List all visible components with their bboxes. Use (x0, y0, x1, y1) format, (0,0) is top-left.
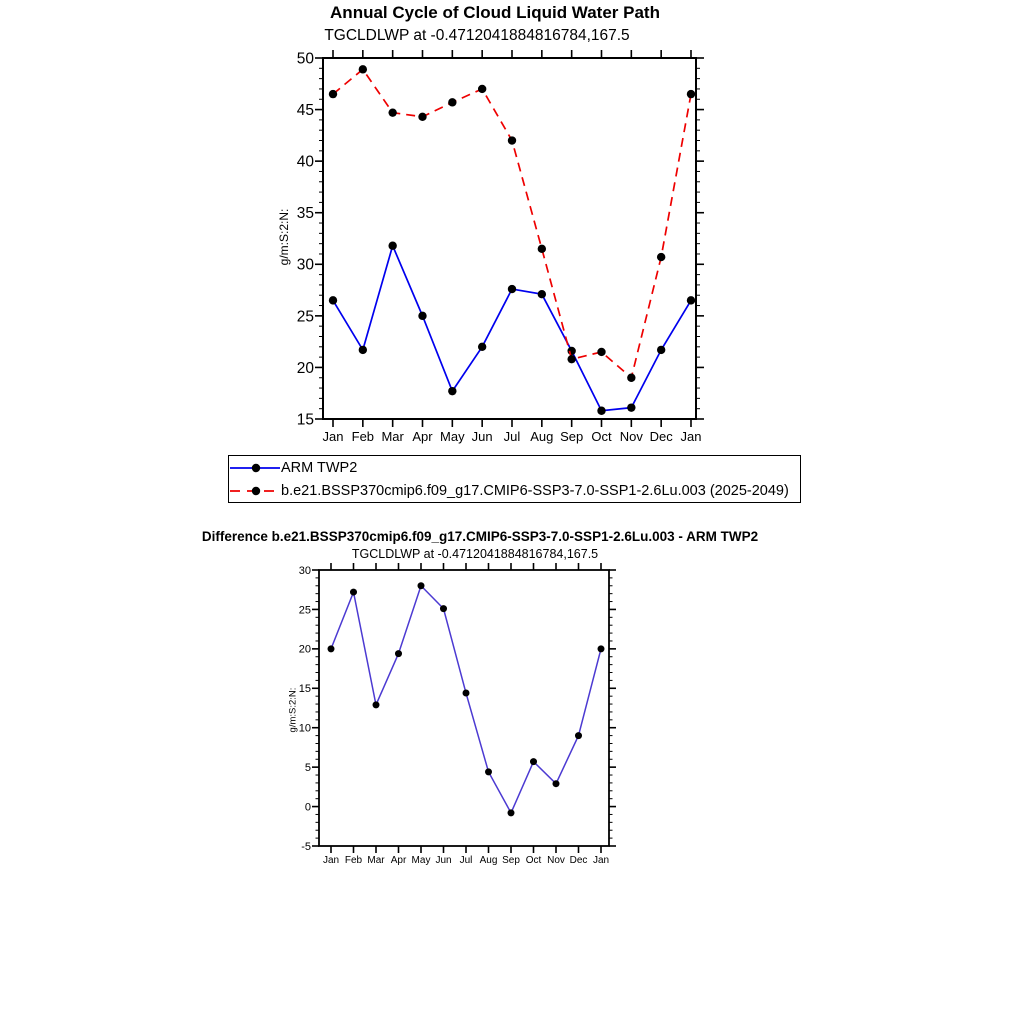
data-point-marker (598, 645, 605, 652)
data-point-marker (485, 768, 492, 775)
plot-frame (319, 570, 609, 846)
data-point-marker (627, 374, 635, 382)
data-point-marker (440, 605, 447, 612)
data-point-marker (359, 346, 367, 354)
x-tick-label: Oct (525, 855, 542, 866)
data-point-marker (657, 346, 665, 354)
y-tick-label: 0 (304, 801, 311, 814)
y-tick-label: 30 (298, 564, 311, 577)
x-tick-label: Dec (569, 855, 588, 866)
x-tick-label: Feb (351, 429, 375, 444)
data-point-marker (329, 90, 337, 98)
data-point-marker (567, 355, 575, 363)
chart1-y-axis-label: g/m:S:2:N: (277, 208, 291, 266)
y-tick-label: 25 (298, 604, 311, 617)
data-point-marker (388, 242, 396, 250)
data-point-marker (418, 582, 425, 589)
x-tick-label: Jan (322, 855, 340, 866)
data-point-marker (448, 387, 456, 395)
data-point-marker (448, 98, 456, 106)
plot-frame (323, 58, 696, 419)
data-point-marker (508, 809, 515, 816)
y-tick-label: 10 (298, 722, 311, 735)
x-tick-label: Sep (502, 855, 520, 866)
axis-ticks (315, 50, 704, 427)
x-tick-label: Aug (479, 855, 498, 866)
data-point-marker (388, 108, 396, 116)
x-tick-label: Sep (560, 429, 584, 444)
legend-line-sample-blue (230, 460, 280, 476)
legend-sample-marker (252, 486, 260, 494)
data-point-marker (478, 343, 486, 351)
legend-entry-label: b.e21.BSSP370cmip6.f09_g17.CMIP6-SSP3-7.0-SSP1-2.6Lu.003 (2025-2049) (281, 482, 789, 499)
data-point-marker (530, 758, 537, 765)
x-tick-label: Jul (503, 429, 521, 444)
data-point-marker (418, 312, 426, 320)
series-line-1 (333, 69, 691, 377)
x-tick-label: Oct (591, 429, 612, 444)
x-tick-label: Mar (367, 855, 385, 866)
chart2-plot-area (270, 562, 630, 872)
y-tick-label: 25 (296, 308, 314, 326)
y-tick-label: 5 (304, 761, 311, 774)
legend-sample-svg (230, 460, 280, 476)
chart1-plot-area (250, 48, 720, 448)
chart2-y-axis-label: g/m:S:2:N: (287, 687, 299, 733)
data-point-marker (597, 407, 605, 415)
series-line-0 (331, 586, 601, 813)
y-tick-label: 15 (296, 411, 314, 429)
data-point-marker (687, 90, 695, 98)
data-point-marker (567, 347, 575, 355)
chart1-legend (228, 455, 801, 503)
y-tick-label: 35 (296, 205, 314, 223)
chart2-title: Difference b.e21.BSSP370cmip6.f09_g17.CMIP6-SSP3-7.0-SSP1-2.6Lu.003 - ARM TWP2 (201, 529, 759, 544)
x-tick-label: Dec (649, 429, 673, 444)
data-point-marker (538, 245, 546, 253)
x-tick-label: Feb (344, 855, 363, 866)
legend-sample-svg (230, 483, 280, 499)
x-tick-label: Jan (322, 429, 344, 444)
data-point-marker (463, 690, 470, 697)
series-line-0 (333, 246, 691, 411)
legend-sample-marker (252, 463, 260, 471)
data-point-marker (553, 780, 560, 787)
x-tick-label: Apr (412, 429, 433, 444)
data-point-marker (329, 296, 337, 304)
x-tick-label: Jan (680, 429, 702, 444)
x-tick-label: Jul (459, 855, 473, 866)
x-tick-label: Nov (619, 429, 643, 444)
data-point-marker (687, 296, 695, 304)
data-point-marker (359, 65, 367, 73)
chart2-subtitle: TGCLDLWP at -0.4712041884816784,167.5 (351, 547, 599, 561)
legend-line-sample-red-dashed (230, 483, 280, 499)
x-tick-label: Mar (381, 429, 404, 444)
x-tick-label: May (411, 855, 431, 866)
data-point-marker (395, 650, 402, 657)
y-tick-label: 45 (296, 101, 314, 119)
data-point-marker (627, 403, 635, 411)
axis-ticks (312, 563, 616, 853)
legend-row-arm-twp2 (229, 456, 800, 479)
x-tick-label: Aug (530, 429, 554, 444)
data-point-marker (597, 348, 605, 356)
chart1-subtitle: TGCLDLWP at -0.4712041884816784,167.5 (324, 27, 630, 44)
y-tick-label: 40 (296, 153, 314, 171)
chart1-title: Annual Cycle of Cloud Liquid Water Path (330, 3, 660, 22)
data-point-marker (538, 290, 546, 298)
y-tick-label: 20 (298, 643, 311, 656)
data-point-marker (373, 701, 380, 708)
y-tick-label: 50 (296, 50, 314, 68)
y-tick-label: 30 (296, 256, 314, 274)
x-tick-label: Nov (547, 855, 565, 866)
data-point-marker (508, 285, 516, 293)
data-point-marker (575, 732, 582, 739)
x-tick-label: Jun (471, 429, 493, 444)
data-point-marker (478, 85, 486, 93)
data-point-marker (328, 645, 335, 652)
x-tick-label: Apr (390, 855, 407, 866)
data-point-marker (657, 253, 665, 261)
legend-entry-label: ARM TWP2 (281, 459, 358, 476)
y-tick-label: 20 (296, 359, 314, 377)
data-point-marker (350, 589, 357, 596)
x-tick-label: Jan (592, 855, 610, 866)
x-tick-label: May (440, 429, 465, 444)
y-tick-label: -5 (301, 840, 311, 853)
x-tick-label: Jun (435, 855, 452, 866)
data-point-marker (418, 113, 426, 121)
legend-row-model (229, 479, 800, 502)
y-tick-label: 15 (298, 683, 311, 696)
data-point-marker (508, 136, 516, 144)
